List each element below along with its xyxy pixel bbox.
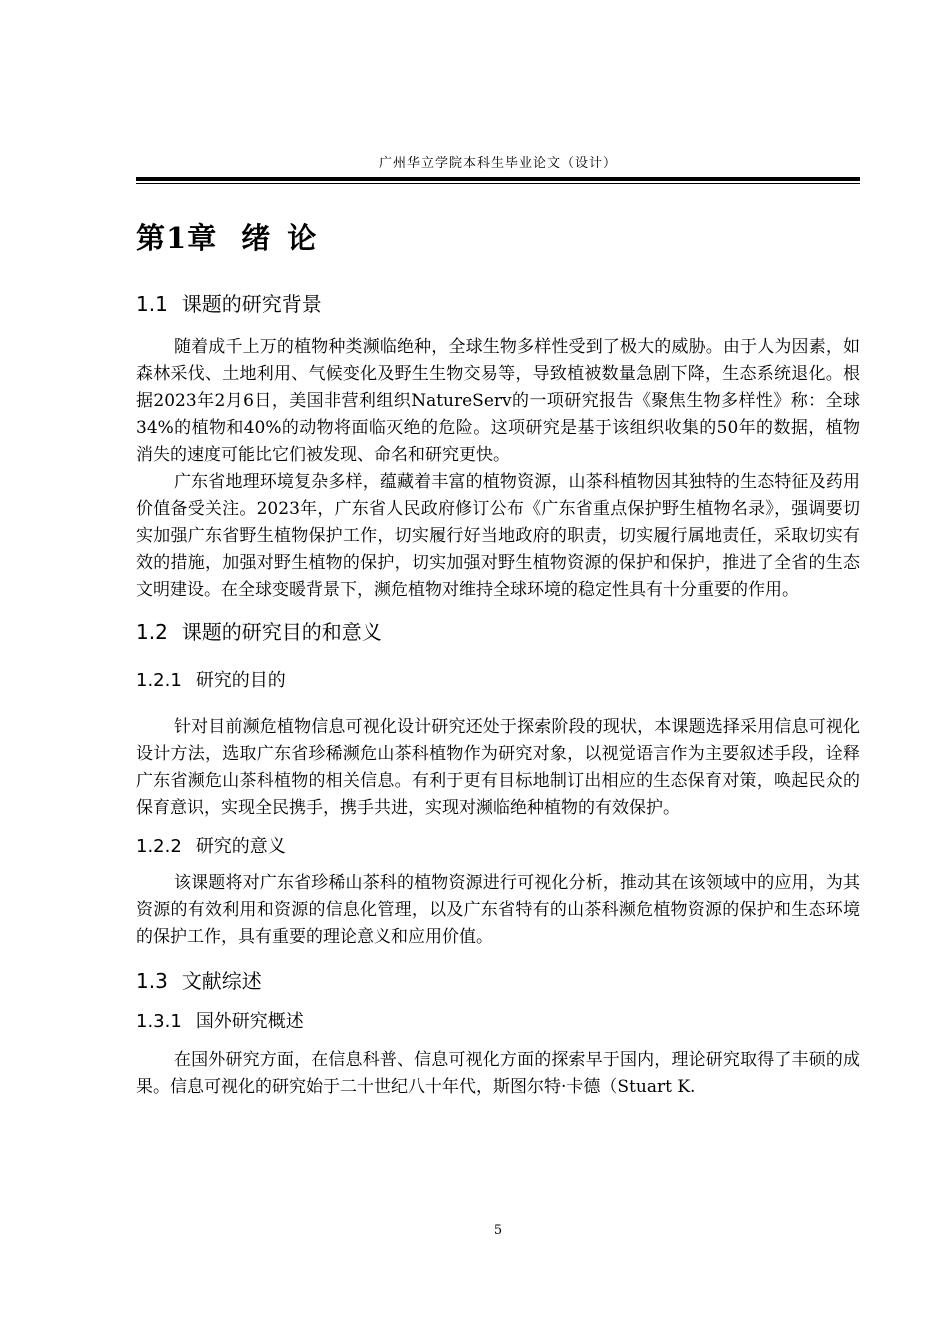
paragraph-1-3-1: 在国外研究方面，在信息科普、信息可视化方面的探索早于国内，理论研究取得了丰硕的成果。信息可视化的研究始于二十世纪八十年代，斯图尔特·卡德（Stuart K. <box>136 1050 860 1097</box>
subsection-title: 研究的意义 <box>195 836 286 857</box>
section-number: 1.3 <box>136 969 168 993</box>
section-heading-1-1 <box>136 290 860 318</box>
section-title: 文献综述 <box>181 969 262 993</box>
subsection-title: 国外研究概述 <box>195 1011 304 1032</box>
header-rule-thick <box>136 177 860 181</box>
paragraph-1-1-2: 广东省地理环境复杂多样，蕴藏着丰富的植物资源，山茶科植物因其独特的生态特征及药用价值备受关注。2023年，广东省人民政府修订公布《广东省重点保护野生植物名录》，强调要切实加强广东省野生植物保护工作，切实履行好当地政府的职责，切实履行属地责任，采取切实有效的措施，加强对野生植物的保护，切实加强对野生植物资源的保护和保护，推进了全省的生态文明建设。在全球变暖背景下，濒危植物对维持全球环境的稳定性具有十分重要的作用。 <box>136 472 860 600</box>
running-header: 广州华立学院本科生毕业论文（设计） <box>378 156 617 171</box>
paragraph-1-2-2: 该课题将对广东省珍稀山茶科的植物资源进行可视化分析，推动其在该领域中的应用，为其资源的有效利用和资源的信息化管理，以及广东省特有的山茶科濒危植物资源的保护和生态环境的保护工作，具有重要的理论意义和应用价值。 <box>136 873 860 947</box>
chapter-number: 1 <box>166 221 188 255</box>
section-title: 课题的研究目的和意义 <box>181 620 382 644</box>
section-number: 1.2 <box>136 620 168 644</box>
paragraph-1-2-1: 针对目前濒危植物信息可视化设计研究还处于探索阶段的现状，本课题选择采用信息可视化设计方法，选取广东省珍稀濒危山茶科植物作为研究对象，以视觉语言作为主要叙述手段，诠释广东省濒危山茶科植物的相关信息。有利于更有目标地制订出相应的生态保育对策，唤起民众的保育意识，实现全民携手，携手共进，实现对濒临绝种植物的有效保护。 <box>136 717 860 818</box>
subsection-title: 研究的目的 <box>195 670 286 691</box>
subsection-heading-1-2-1 <box>136 668 860 694</box>
subsection-heading-1-3-1 <box>136 1009 860 1035</box>
subsection-number: 1.3.1 <box>136 1011 182 1032</box>
chapter-label-prefix: 第 <box>136 221 167 255</box>
paragraph-1-1-1: 随着成千上万的植物种类濒临绝种，全球生物多样性受到了极大的威胁。由于人为因素，如森林采伐、土地利用、气候变化及野生生物交易等，导致植被数量急剧下降，生态系统退化。根据2023年2月6日，美国非营利组织NatureServ的一项研究报告《聚焦生物多样性》称：全球34%的植物和40%的动物将面临灭绝的危险。这项研究是基于该组织收集的50年的数据，植物消失的速度可能比它们被发现、命名和研究更快。 <box>136 337 860 465</box>
chapter-title <box>136 212 860 264</box>
subsection-heading-1-2-2 <box>136 834 860 860</box>
section-heading-1-2 <box>136 618 860 646</box>
subsection-number: 1.2.2 <box>136 836 182 857</box>
section-title: 课题的研究背景 <box>181 292 322 316</box>
section-heading-1-3 <box>136 967 860 995</box>
chapter-title-part-2: 论 <box>287 221 318 255</box>
chapter-title-part-1: 绪 <box>241 221 272 255</box>
body-content <box>136 212 860 1101</box>
chapter-label-suffix: 章 <box>187 221 218 255</box>
section-number: 1.1 <box>136 292 168 316</box>
header-rule-thin <box>136 183 860 184</box>
subsection-number: 1.2.1 <box>136 670 182 691</box>
page-number: 5 <box>493 1223 503 1238</box>
